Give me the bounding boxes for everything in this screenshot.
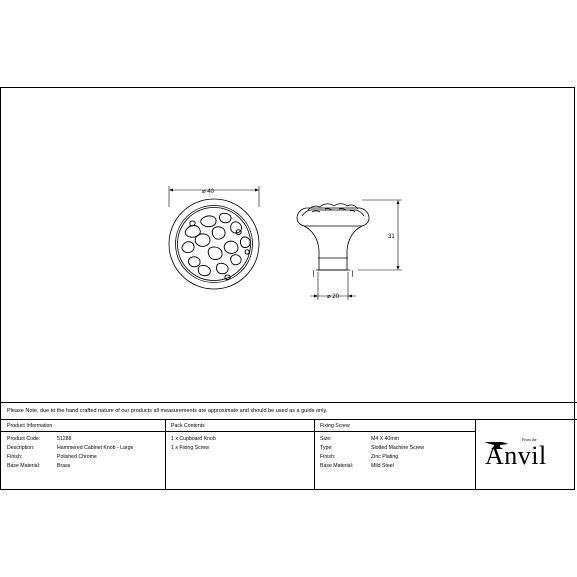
heading-rule — [0, 431, 475, 432]
pack-item: 1 x Fixing Screw — [171, 445, 210, 451]
col-divider-2 — [314, 419, 315, 490]
screw-material-label: Base Material: — [320, 463, 354, 469]
pack-contents-heading: Pack Contents — [171, 423, 205, 429]
dim-diameter-top: ⌀ 40 — [202, 189, 214, 195]
logo-brand: Anvil — [485, 441, 547, 470]
finish-label: Finish: — [7, 454, 23, 460]
note-top-rule — [0, 402, 577, 403]
knob-top-view — [169, 186, 259, 289]
screw-material-value: Mild Steel — [371, 463, 394, 469]
finish-value: Polished Chrome — [57, 454, 97, 460]
base-material-value: Brass — [57, 463, 71, 469]
pack-item: 1 x Cupboard Knob — [171, 436, 216, 442]
screw-type-value: Slotted Machine Screw — [371, 445, 425, 451]
screw-finish-label: Finish: — [320, 454, 336, 460]
col-divider-3 — [475, 419, 476, 490]
description-value: Hammered Cabinet Knob - Large — [57, 445, 134, 451]
logo-prefix: From the — [522, 437, 537, 442]
table-top-rule — [0, 419, 577, 420]
col-divider-1 — [165, 419, 166, 490]
product-info-heading: Product Information — [7, 423, 53, 429]
fixing-screw-heading: Fixing Screw — [320, 423, 350, 429]
dim-diameter-base: ⌀ 20 — [327, 294, 339, 300]
screw-size-label: Size: — [320, 436, 332, 442]
disclaimer-note: Please Note, due to the hand crafted nature of our products all measurements are approximate and should be used as a guide only. — [7, 408, 328, 414]
base-material-label: Base Material: — [7, 463, 41, 469]
screw-finish-value: Zinc Plating — [371, 454, 399, 460]
screw-size-value: M4 X 40mm — [371, 436, 399, 442]
product-code-value: 51288 — [57, 436, 72, 442]
product-code-label: Product Code: — [7, 436, 41, 442]
anvil-logo — [484, 436, 570, 472]
description-label: Description: — [7, 445, 35, 451]
screw-type-label: Type: — [320, 445, 333, 451]
knob-side-view — [297, 200, 402, 300]
dim-height: 31 — [388, 234, 395, 240]
